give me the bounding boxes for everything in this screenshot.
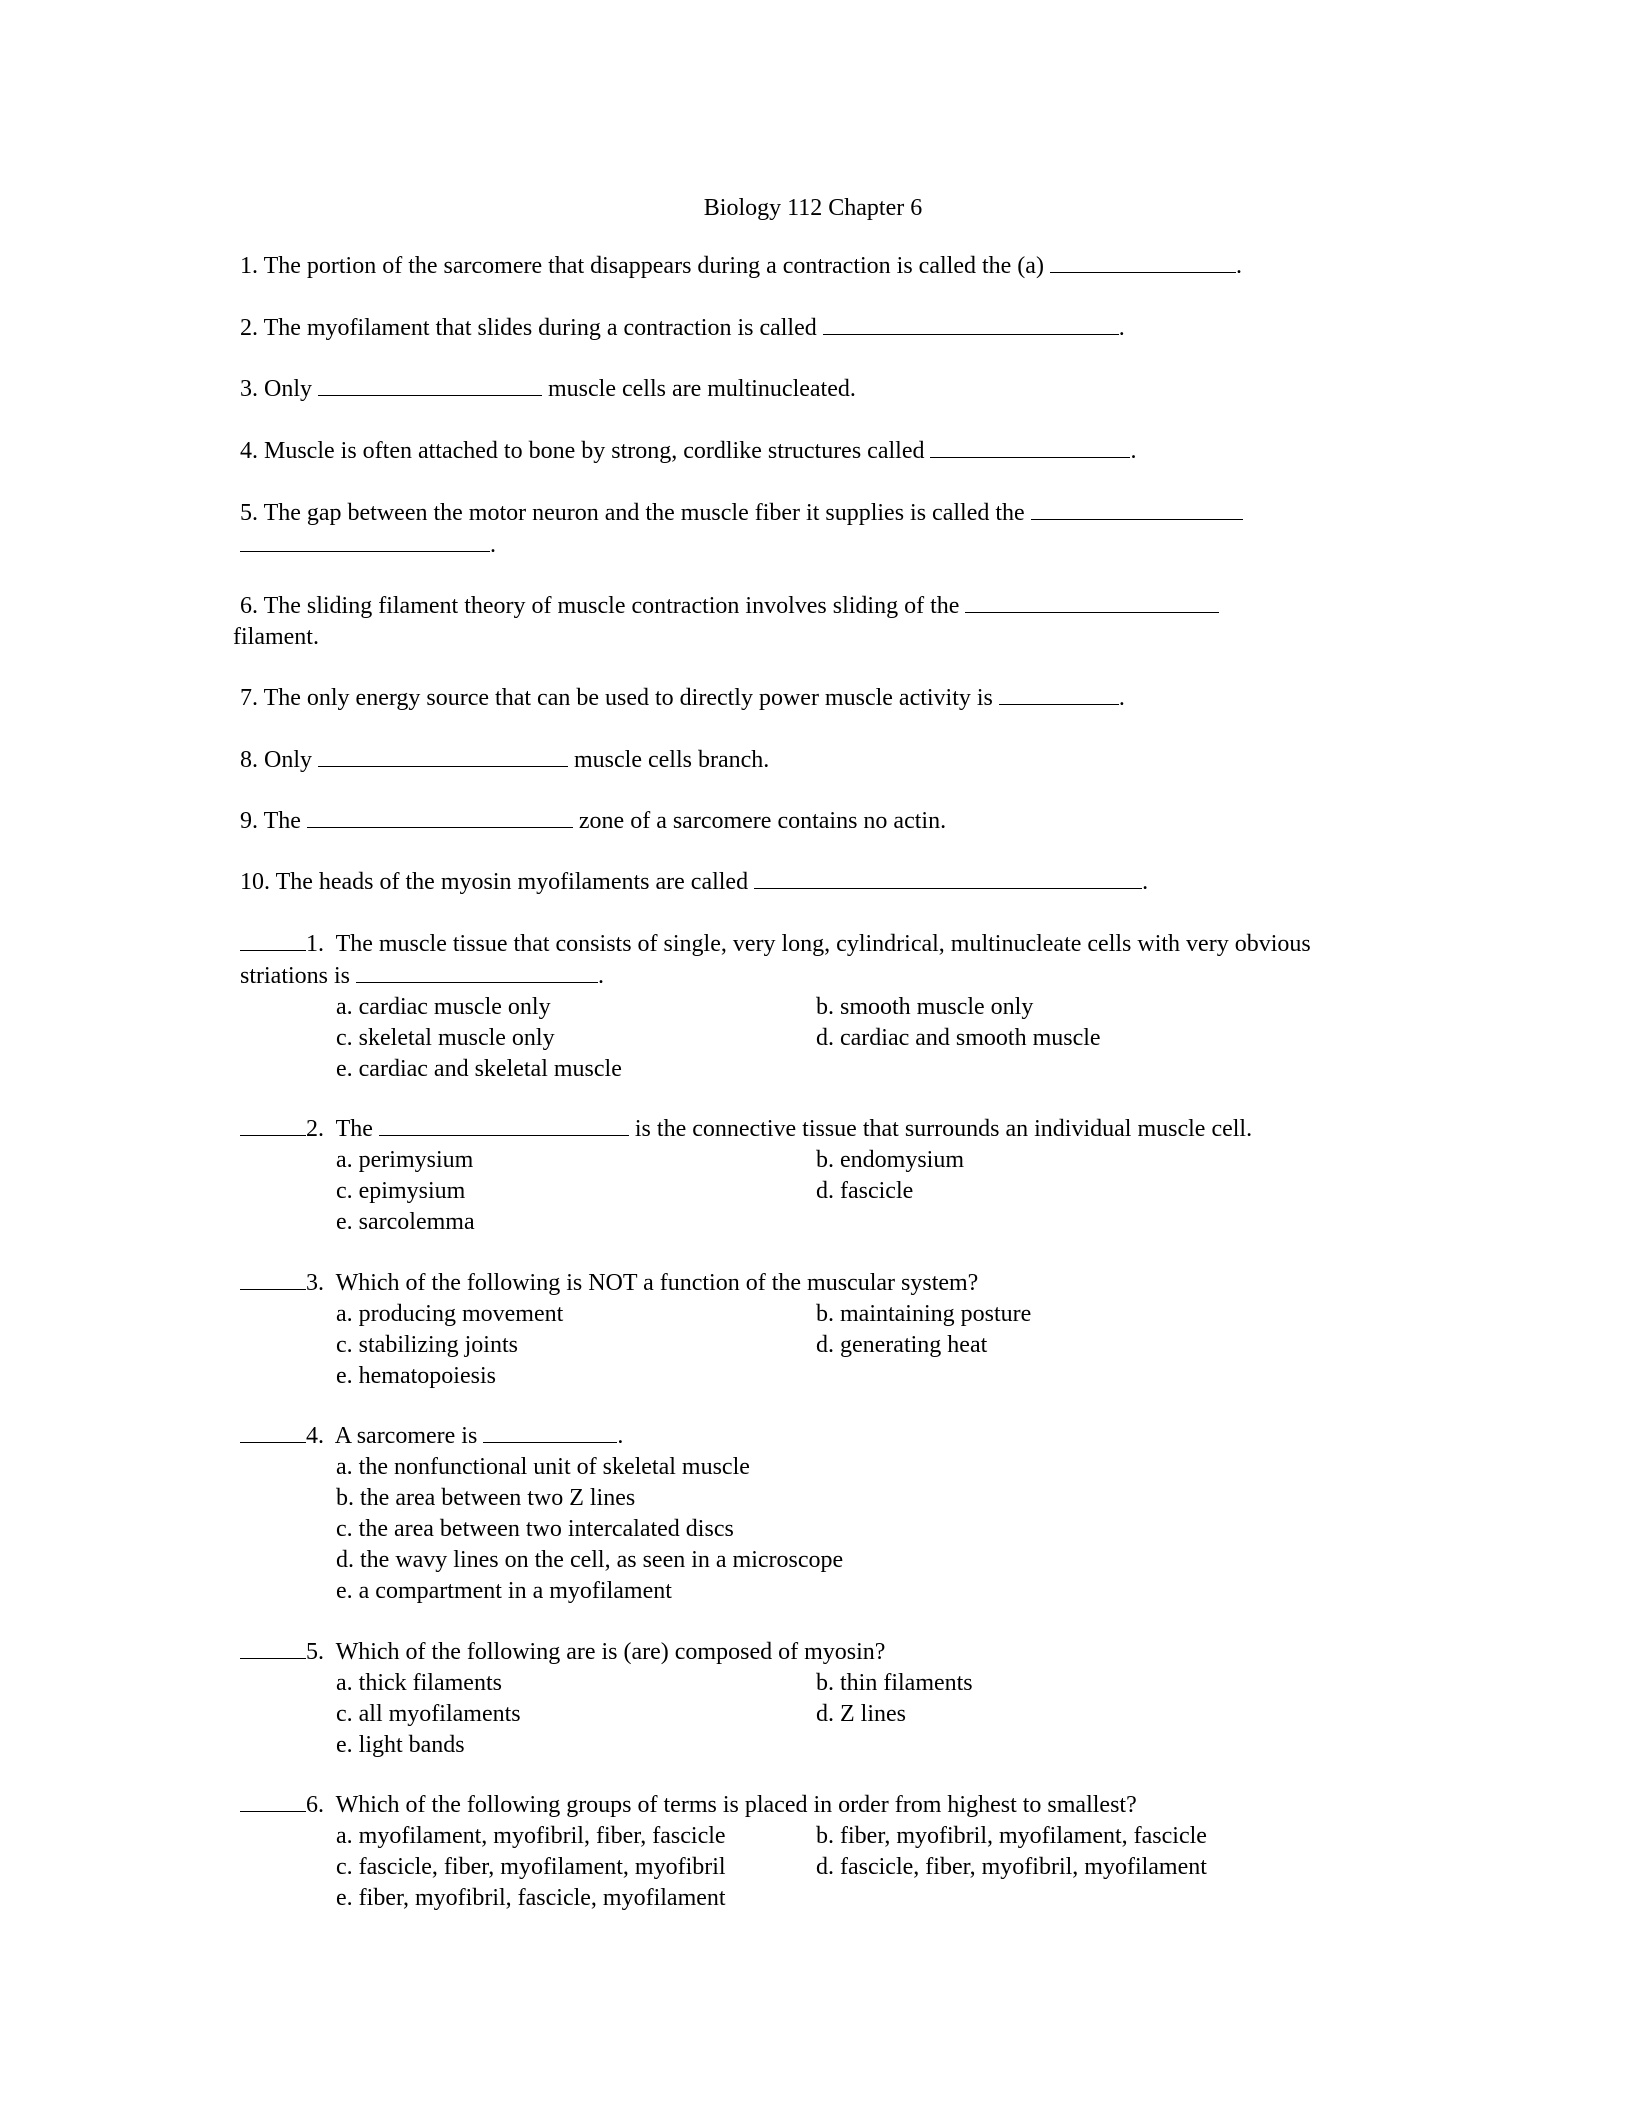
fill-question-2: 2. The myofilament that slides during a contraction is called . [240,312,1350,344]
answer-blank[interactable] [965,590,1219,613]
option-b[interactable]: b. smooth muscle only [816,994,1034,1020]
option-a[interactable]: a. myofilament, myofibril, fiber, fascicle [336,1823,726,1849]
option-b[interactable]: b. thin filaments [816,1670,973,1696]
option-c[interactable]: c. fascicle, fiber, myofilament, myofibril [336,1854,726,1880]
option-e[interactable]: e. sarcolemma [336,1209,475,1235]
answer-blank[interactable] [754,866,1142,889]
answer-blank[interactable] [307,805,573,828]
fill-question-9: 9. The zone of a sarcomere contains no actin. [240,805,1350,837]
option-a[interactable]: a. thick filaments [336,1670,502,1696]
option-a[interactable]: a. perimysium [336,1147,474,1173]
option-e[interactable]: e. a compartment in a myofilament [336,1578,672,1604]
answer-blank[interactable] [1050,250,1236,273]
option-d[interactable]: d. generating heat [816,1332,988,1358]
option-b[interactable]: b. endomysium [816,1147,964,1173]
answer-blank[interactable] [318,744,568,767]
fill-question-5: 5. The gap between the motor neuron and the muscle fiber it supplies is called the . [240,497,1350,561]
mc-question-2 [240,1113,1350,1238]
answer-blank[interactable] [483,1420,617,1443]
answer-blank[interactable] [823,312,1119,335]
mc-options [336,1452,1350,1607]
fill-question-8: 8. Only muscle cells branch. [240,744,1350,776]
fill-question-10: 10. The heads of the myosin myofilaments are called . [240,866,1350,898]
mc-stem: 1. The muscle tissue that consists of single, very long, cylindrical, multinucleate cells with very obvious striations is . [240,928,1350,992]
option-c[interactable]: c. epimysium [336,1178,466,1204]
option-e[interactable]: e. hematopoiesis [336,1363,496,1389]
mc-question-3 [240,1267,1350,1392]
answer-line[interactable] [240,1113,306,1136]
mc-stem: 3. Which of the following is NOT a function of the muscular system? [240,1267,1350,1299]
mc-stem: 4. A sarcomere is . [240,1420,1350,1452]
fill-question-6: 6. The sliding filament theory of muscle contraction involves sliding of the filament. [240,590,1350,653]
option-d[interactable]: d. Z lines [816,1701,906,1727]
mc-options [336,1299,1350,1392]
option-a[interactable]: a. cardiac muscle only [336,994,551,1020]
option-d[interactable]: d. fascicle, fiber, myofibril, myofilament [816,1854,1207,1880]
mc-options [336,1668,1350,1761]
option-a[interactable]: a. producing movement [336,1301,564,1327]
option-a[interactable]: a. the nonfunctional unit of skeletal muscle [336,1454,750,1480]
option-d[interactable]: d. fascicle [816,1178,914,1204]
answer-line[interactable] [240,1636,306,1659]
mc-stem: 5. Which of the following are is (are) composed of myosin? [240,1636,1350,1668]
answer-blank-continued[interactable] [240,529,490,552]
answer-blank[interactable] [999,682,1119,705]
mc-options [336,1821,1350,1914]
option-c[interactable]: c. skeletal muscle only [336,1025,555,1051]
fill-question-7: 7. The only energy source that can be used to directly power muscle activity is . [240,682,1350,714]
answer-line[interactable] [240,1420,306,1443]
option-c[interactable]: c. stabilizing joints [336,1332,518,1358]
option-d[interactable]: d. cardiac and smooth muscle [816,1025,1101,1051]
mc-options [336,1145,1350,1238]
answer-line[interactable] [240,1267,306,1290]
answer-blank[interactable] [318,373,542,396]
option-c[interactable]: c. the area between two intercalated discs [336,1516,734,1542]
mc-stem: 2. The is the connective tissue that surrounds an individual muscle cell. [240,1113,1350,1145]
page-title: Biology 112 Chapter 6 [703,195,923,221]
answer-blank[interactable] [1031,497,1243,520]
option-e[interactable]: e. light bands [336,1732,465,1758]
mc-options [336,992,1350,1085]
answer-blank[interactable] [379,1113,629,1136]
option-e[interactable]: e. fiber, myofibril, fascicle, myofilament [336,1885,726,1911]
answer-blank[interactable] [930,435,1130,458]
option-d[interactable]: d. the wavy lines on the cell, as seen in a microscope [336,1547,844,1573]
fill-question-1: 1. The portion of the sarcomere that disappears during a contraction is called the (a) . [240,250,1350,282]
fill-question-4: 4. Muscle is often attached to bone by strong, cordlike structures called . [240,435,1350,467]
option-b[interactable]: b. the area between two Z lines [336,1485,636,1511]
fill-question-3: 3. Only muscle cells are multinucleated. [240,373,1350,405]
answer-line[interactable] [240,928,306,951]
answer-line[interactable] [240,1789,306,1812]
option-e[interactable]: e. cardiac and skeletal muscle [336,1056,622,1082]
option-b[interactable]: b. fiber, myofibril, myofilament, fascicle [816,1823,1207,1849]
option-b[interactable]: b. maintaining posture [816,1301,1032,1327]
mc-question-1 [240,928,1350,1085]
mc-question-5 [240,1636,1350,1761]
answer-blank[interactable] [356,960,598,983]
option-c[interactable]: c. all myofilaments [336,1701,521,1727]
mc-question-4 [240,1420,1350,1607]
mc-stem: 6. Which of the following groups of terms is placed in order from highest to smallest? [240,1789,1350,1821]
mc-question-6 [240,1789,1350,1914]
